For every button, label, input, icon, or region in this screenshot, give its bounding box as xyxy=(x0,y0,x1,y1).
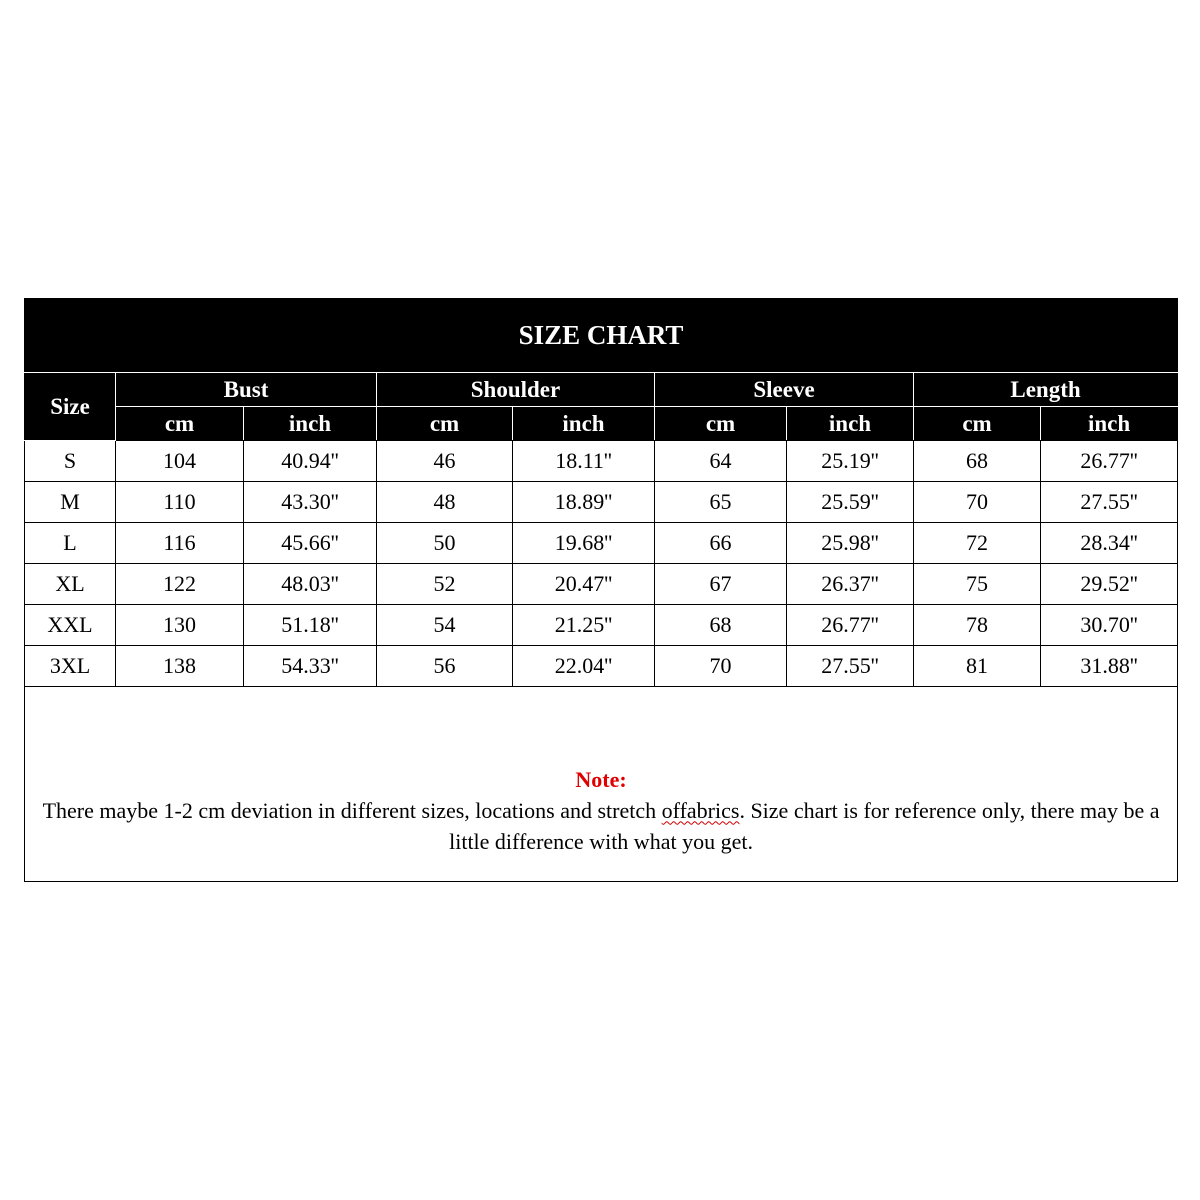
table-cell: 46 xyxy=(377,441,513,482)
unit-header: inch xyxy=(513,407,655,441)
table-row xyxy=(25,605,1178,646)
table-cell: 70 xyxy=(914,482,1041,523)
table-cell: 21.25'' xyxy=(513,605,655,646)
table-cell: 64 xyxy=(655,441,787,482)
group-header-shoulder: Shoulder xyxy=(377,373,655,407)
size-cell: 3XL xyxy=(25,646,116,687)
group-header-sleeve: Sleeve xyxy=(655,373,914,407)
size-chart-table xyxy=(24,298,1178,882)
table-cell: 25.59'' xyxy=(787,482,914,523)
table-cell: 19.68'' xyxy=(513,523,655,564)
table-cell: 18.89'' xyxy=(513,482,655,523)
table-cell: 27.55'' xyxy=(787,646,914,687)
table-cell: 122 xyxy=(116,564,244,605)
table-cell: 28.34'' xyxy=(1041,523,1178,564)
table-cell: 48.03'' xyxy=(244,564,377,605)
note-block xyxy=(25,712,1177,857)
table-cell: 56 xyxy=(377,646,513,687)
note-text xyxy=(43,798,1160,854)
table-cell: 22.04'' xyxy=(513,646,655,687)
unit-header: cm xyxy=(116,407,244,441)
table-cell: 72 xyxy=(914,523,1041,564)
header-group-row xyxy=(25,373,1178,407)
unit-header: cm xyxy=(377,407,513,441)
note-text-part: . Size chart is for reference only, there may be a little difference with what you get. xyxy=(449,797,1160,854)
group-header-bust: Bust xyxy=(116,373,377,407)
note-text-part: There maybe 1-2 cm deviation in different sizes, locations and stretch xyxy=(42,797,662,823)
unit-header: cm xyxy=(914,407,1041,441)
table-cell: 25.98'' xyxy=(787,523,914,564)
table-cell: 26.77'' xyxy=(1041,441,1178,482)
table-cell: 27.55'' xyxy=(1041,482,1178,523)
table-cell: 81 xyxy=(914,646,1041,687)
table-cell: 18.11'' xyxy=(513,441,655,482)
note-cell xyxy=(25,687,1178,882)
table-row xyxy=(25,523,1178,564)
spellcheck-flagged-word: offabrics xyxy=(661,797,740,823)
table-row xyxy=(25,482,1178,523)
group-header-length: Length xyxy=(914,373,1178,407)
unit-header: inch xyxy=(787,407,914,441)
size-cell: L xyxy=(25,523,116,564)
table-cell: 54 xyxy=(377,605,513,646)
table-cell: 45.66'' xyxy=(244,523,377,564)
table-cell: 40.94'' xyxy=(244,441,377,482)
table-cell: 51.18'' xyxy=(244,605,377,646)
table-cell: 67 xyxy=(655,564,787,605)
size-cell: S xyxy=(25,441,116,482)
table-cell: 65 xyxy=(655,482,787,523)
unit-header: cm xyxy=(655,407,787,441)
table-cell: 26.37'' xyxy=(787,564,914,605)
note-label: Note: xyxy=(575,766,627,792)
table-cell: 31.88'' xyxy=(1041,646,1178,687)
unit-header: inch xyxy=(1041,407,1178,441)
table-cell: 30.70'' xyxy=(1041,605,1178,646)
unit-header: inch xyxy=(244,407,377,441)
table-cell: 78 xyxy=(914,605,1041,646)
table-cell: 116 xyxy=(116,523,244,564)
size-cell: XXL xyxy=(25,605,116,646)
note-row xyxy=(25,687,1178,882)
table-cell: 66 xyxy=(655,523,787,564)
table-cell: 29.52'' xyxy=(1041,564,1178,605)
table-cell: 43.30'' xyxy=(244,482,377,523)
header-unit-row xyxy=(25,407,1178,441)
table-cell: 75 xyxy=(914,564,1041,605)
table-cell: 104 xyxy=(116,441,244,482)
table-cell: 50 xyxy=(377,523,513,564)
table-cell: 48 xyxy=(377,482,513,523)
table-cell: 52 xyxy=(377,564,513,605)
table-cell: 138 xyxy=(116,646,244,687)
table-cell: 20.47'' xyxy=(513,564,655,605)
table-cell: 54.33'' xyxy=(244,646,377,687)
table-row xyxy=(25,646,1178,687)
table-cell: 26.77'' xyxy=(787,605,914,646)
table-row xyxy=(25,564,1178,605)
table-cell: 130 xyxy=(116,605,244,646)
table-row xyxy=(25,441,1178,482)
chart-title: SIZE CHART xyxy=(25,299,1178,373)
table-cell: 68 xyxy=(914,441,1041,482)
table-cell: 25.19'' xyxy=(787,441,914,482)
size-cell: M xyxy=(25,482,116,523)
table-cell: 68 xyxy=(655,605,787,646)
size-column-header: Size xyxy=(25,373,116,441)
table-cell: 70 xyxy=(655,646,787,687)
table-cell: 110 xyxy=(116,482,244,523)
size-cell: XL xyxy=(25,564,116,605)
